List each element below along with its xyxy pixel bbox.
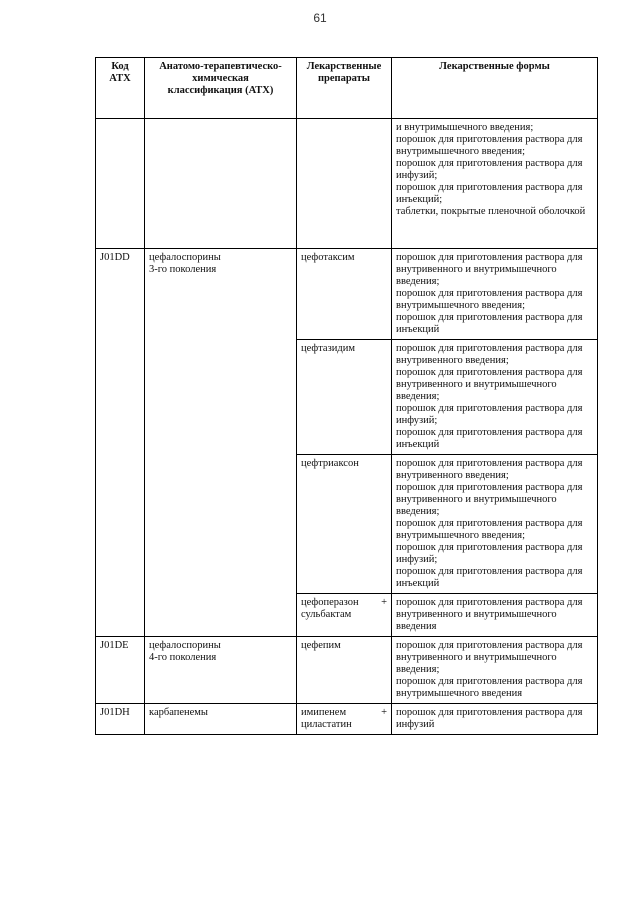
cell-drug <box>297 455 392 594</box>
header-drugs: Лекарственные препараты <box>297 58 392 119</box>
cell-code: J01DD <box>96 249 145 637</box>
cell-code-empty <box>96 119 145 249</box>
cell-forms: порошок для приготовления раствора для инфузий <box>392 704 598 735</box>
cell-forms: порошок для приготовления раствора для внутривенного введения; порошок для приготовления раствора для внутривенного и внутримышечного введения; порошок для приготовления раствора для инфузий; порошок для приготовления раствора для инъекций <box>392 340 598 455</box>
drug-name: цефтриаксон <box>301 458 359 469</box>
cell-drug <box>297 249 392 340</box>
cell-classification-empty <box>145 119 297 249</box>
header-classification: Анатомо-терапевтическо- химическая классификация (АТХ) <box>145 58 297 119</box>
drug-name-2: сульбактам <box>301 609 352 620</box>
cell-forms: порошок для приготовления раствора для внутривенного и внутримышечного введения <box>392 594 598 637</box>
cell-drug <box>297 637 392 704</box>
table-row <box>96 249 598 340</box>
cell-drug <box>297 594 392 637</box>
cell-drug <box>297 340 392 455</box>
drug-name: имипенем <box>301 707 347 718</box>
cell-drug-empty <box>297 119 392 249</box>
drug-name: цефтазидим <box>301 343 355 354</box>
drug-plus: + <box>381 597 387 608</box>
cell-code: J01DH <box>96 704 145 735</box>
drug-classification-table <box>95 57 598 735</box>
cell-drug <box>297 704 392 735</box>
table-header-row <box>96 58 598 119</box>
header-forms: Лекарственные формы <box>392 58 598 119</box>
drug-name: цефотаксим <box>301 252 355 263</box>
drug-name-2: циластатин <box>301 719 352 730</box>
cell-forms: порошок для приготовления раствора для внутривенного и внутримышечного введения; порошок для приготовления раствора для внутримышечного введения <box>392 637 598 704</box>
drug-name: цефепим <box>301 640 341 651</box>
table-row <box>96 119 598 249</box>
cell-code: J01DE <box>96 637 145 704</box>
cell-forms: порошок для приготовления раствора для внутривенного введения; порошок для приготовления раствора для внутривенного и внутримышечного введения; порошок для приготовления раствора для внутримышечного введения; порошок для приготовления раствора для инфузий; порошок для приготовления раствора для инъекций <box>392 455 598 594</box>
page-number: 61 <box>313 11 327 25</box>
cell-classification: цефалоспорины 4-го поколения <box>145 637 297 704</box>
drug-name: цефоперазон <box>301 597 359 608</box>
cell-forms: и внутримышечного введения; порошок для приготовления раствора для внутримышечного введения; порошок для приготовления раствора для инфузий; порошок для приготовления раствора для инъекций; таблетки, покрытые пленочной оболочкой <box>392 119 598 249</box>
drug-plus: + <box>381 707 387 718</box>
table-row <box>96 637 598 704</box>
cell-forms: порошок для приготовления раствора для внутривенного и внутримышечного введения; порошок для приготовления раствора для внутримышечного введения; порошок для приготовления раствора для инъекций <box>392 249 598 340</box>
cell-classification: цефалоспорины 3-го поколения <box>145 249 297 637</box>
table-row <box>96 704 598 735</box>
header-code: Код ATX <box>96 58 145 119</box>
cell-classification: карбапенемы <box>145 704 297 735</box>
